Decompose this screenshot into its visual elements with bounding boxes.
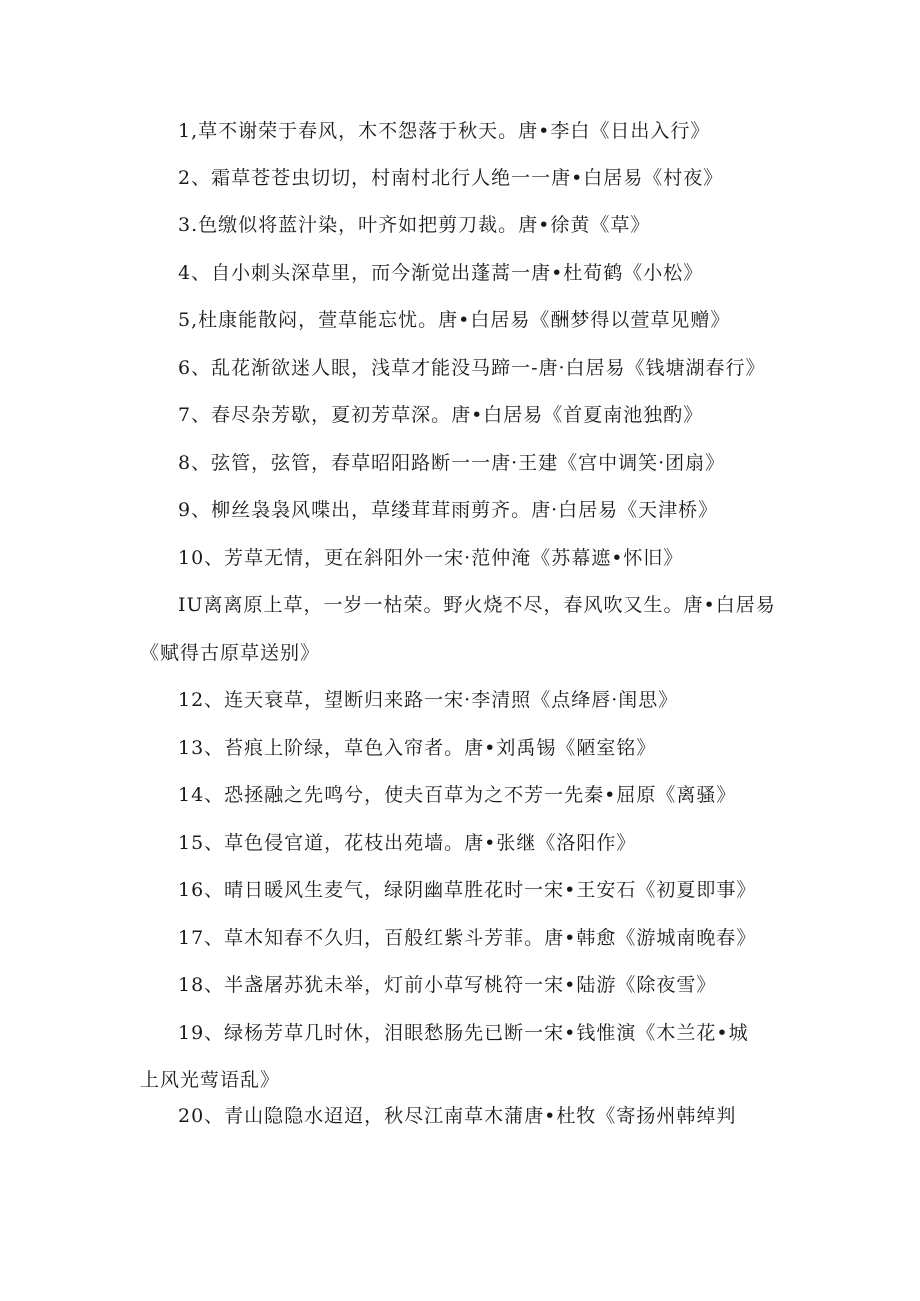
poem-line-15: 15、草色侵官道，花枝出苑墙。唐•张继《洛阳作》	[178, 832, 637, 854]
poem-line-17: 17、草木知春不久归，百般红紫斗芳菲。唐•韩愈《游城南晚春》	[178, 927, 757, 949]
poem-line-19-continued: 上风光莺语乱》	[140, 1069, 281, 1091]
poem-line-6: 6、乱花渐欲迷人眼，浅草才能没马蹄一-唐·白居易《钱塘湖春行》	[178, 357, 766, 379]
poem-line-10: 10、芳草无情，更在斜阳外一宋·范仲淹《苏幕遮•怀旧》	[178, 547, 684, 569]
poem-line-16: 16、晴日暖风生麦气，绿阴幽草胜花时一宋•王安石《初夏即事》	[178, 879, 757, 901]
poem-line-7: 7、春尽杂芳歇，夏初芳草深。唐•白居易《首夏南池独酌》	[178, 404, 704, 426]
poem-line-4: 4、自小刺头深草里，而今渐觉出蓬蒿一唐•杜荀鹤《小松》	[178, 262, 704, 284]
poem-line-8: 8、弦管，弦管，春草昭阳路断一一唐·王建《宫中调笑·团扇》	[178, 452, 726, 474]
poem-line-20: 20、青山隐隐水迢迢，秋尽江南草木蒲唐•杜牧《寄扬州韩绰判	[178, 1105, 737, 1127]
poem-line-1: 1,草不谢荣于春风，木不怨落于秋天。唐•李白《日出入行》	[178, 120, 711, 142]
poem-line-2: 2、霜草苍苍虫切切，村南村北行人绝一一唐•白居易《村夜》	[178, 167, 724, 189]
poem-line-12: 12、连天衰草，望断归来路一宋·李清照《点绛唇·闺思》	[178, 689, 679, 711]
poem-line-13: 13、苔痕上阶绿，草色入帘者。唐•刘禹锡《陋室铭》	[178, 737, 657, 759]
poem-line-14: 14、恐拯融之先鸣兮，使夫百草为之不芳一先秦•屈原《离骚》	[178, 784, 737, 806]
poem-line-9: 9、柳丝袅袅风喋出，草缕茸茸雨剪齐。唐·白居易《天津桥》	[178, 499, 719, 521]
poem-line-5: 5,杜康能散闷，萱草能忘忧。唐•白居易《酬梦得以萱草见赠》	[178, 309, 731, 331]
poem-line-11-continued: 《赋得古原草送别》	[140, 642, 321, 664]
poem-line-18: 18、半盏屠苏犹未举，灯前小草写桃符一宋•陆游《除夜雪》	[178, 974, 717, 996]
poem-line-3: 3.色缴似将蓝汁染，叶齐如把剪刀裁。唐•徐黄《草》	[178, 214, 651, 236]
poem-line-19: 19、绿杨芳草几时休，泪眼愁肠先已断一宋•钱惟演《木兰花•城	[178, 1022, 749, 1044]
poem-line-11: IU离离原上草，一岁一枯荣。野火烧不尽，春风吹又生。唐•白居易	[178, 594, 776, 616]
